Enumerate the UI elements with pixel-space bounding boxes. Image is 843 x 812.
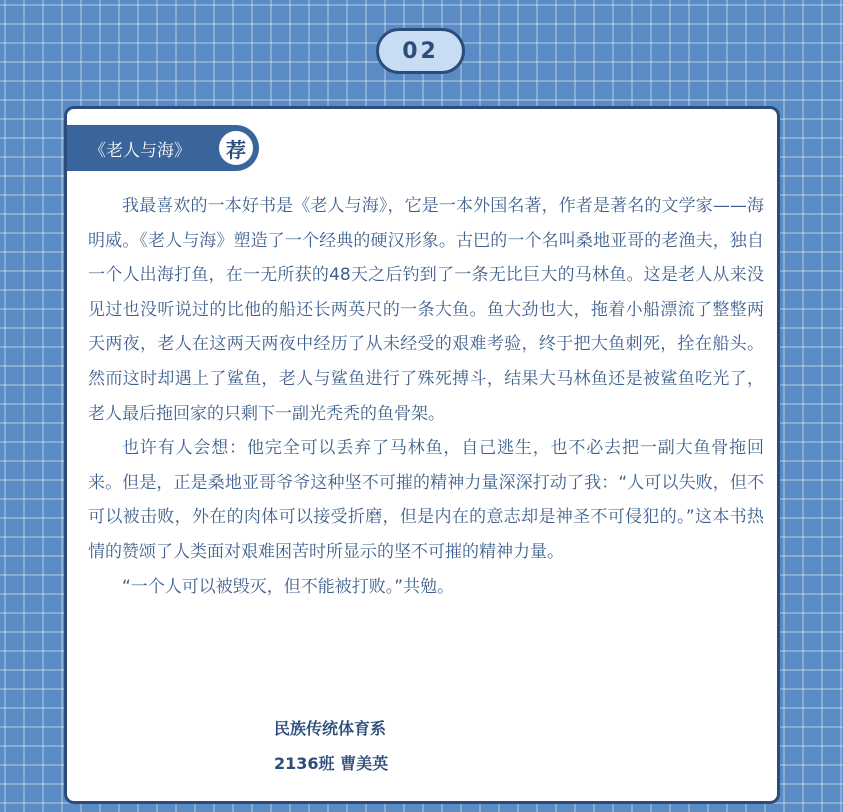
article-body	[88, 189, 764, 604]
book-title: 《老人与海》	[89, 140, 191, 161]
paragraph-3: “一个人可以被毁灭，但不能被打败。”共勉。	[122, 576, 455, 597]
signature-class-name: 2136班 曹美英	[274, 754, 389, 773]
signature-department: 民族传统体育系	[274, 719, 387, 738]
paragraph-2: 也许有人会想：他完全可以丢弃了马林鱼，自己逃生，也不必去把一副大鱼骨拖回来。但是，正是桑地亚哥爷爷这种坚不可摧的精神力量深深打动了我：“人可以失败，但不可以被击败，外在的肉体可以接受折磨，但是内在的意志却是神圣不可侵犯的。”这本书热情的赞颂了人类面对艰难困苦时所显示的坚不可摧的精神力量。	[88, 438, 764, 562]
book-title-tab	[67, 125, 259, 171]
section-number: 02	[402, 38, 439, 64]
recommend-badge: 荐	[217, 129, 255, 167]
article-card	[64, 106, 780, 804]
section-number-badge	[376, 28, 465, 74]
paragraph-1: 我最喜欢的一本好书是《老人与海》，它是一本外国名著，作者是著名的文学家——海明威。《老人与海》塑造了一个经典的硬汉形象。古巴的一个名叫桑地亚哥的老渔夫，独自一个人出海打鱼，在一无所获的48天之后钓到了一条无比巨大的马林鱼。这是老人从来没见过也没听说过的比他的船还长两英尺的一条大鱼。鱼大劲也大，拖着小船漂流了整整两天两夜，老人在这两天两夜中经历了从未经受的艰难考验，终于把大鱼刺死，拴在船头。然而这时却遇上了鲨鱼，老人与鲨鱼进行了殊死搏斗，结果大马林鱼还是被鲨鱼吃光了，老人最后拖回家的只剩下一副光秃秃的鱼骨架。	[88, 196, 764, 424]
